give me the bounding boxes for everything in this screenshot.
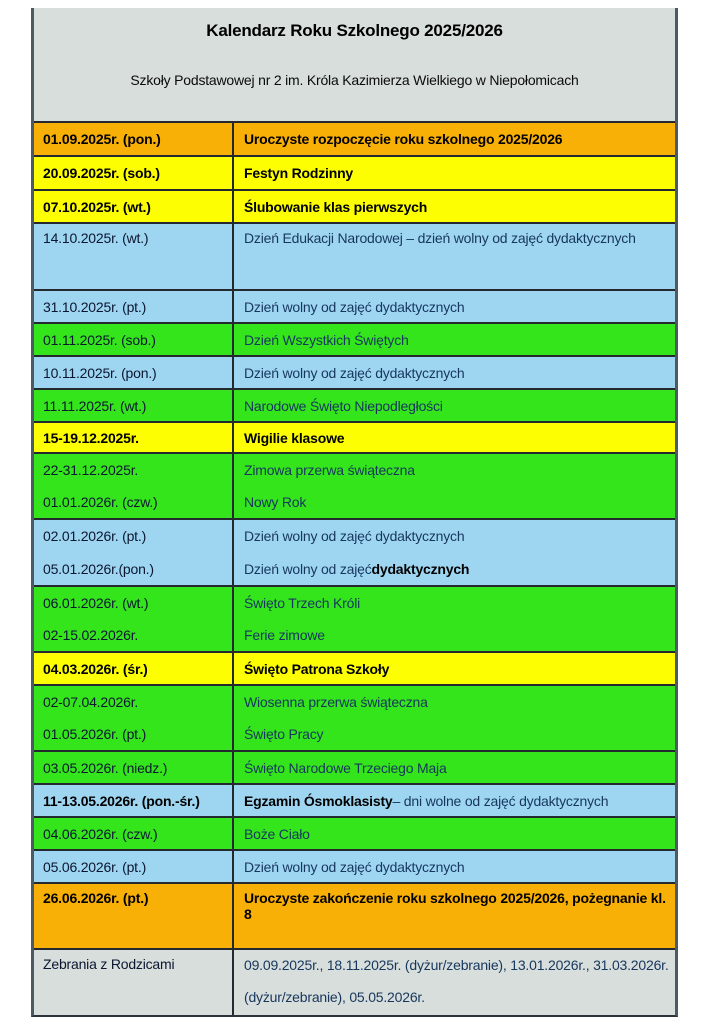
event-text: Święto Narodowe Trzeciego Maja bbox=[244, 759, 447, 776]
date-line bbox=[43, 587, 232, 619]
date-line bbox=[43, 390, 232, 421]
event-text: Ślubowanie klas pierwszych bbox=[244, 198, 428, 215]
date-line bbox=[43, 157, 232, 189]
date-text: 06.01.2026r. (wt.) bbox=[43, 595, 149, 611]
table-row bbox=[34, 651, 675, 684]
date-line bbox=[43, 423, 232, 452]
table-row bbox=[34, 421, 675, 452]
date-text: 15-19.12.2025r. bbox=[43, 429, 139, 446]
date-text: 01.09.2025r. (pon.) bbox=[43, 131, 161, 147]
event-line bbox=[244, 324, 669, 355]
date-line bbox=[43, 123, 232, 155]
event-text: Dzień wolny od zajęć dydaktycznych bbox=[244, 528, 465, 545]
event-text: Dzień wolny od zajęć bbox=[244, 560, 372, 577]
table-row bbox=[34, 452, 675, 518]
event-text: dydaktycznych bbox=[371, 560, 470, 577]
date-text: 05.06.2026r. (pt.) bbox=[43, 858, 147, 875]
date-cell bbox=[34, 123, 232, 155]
table-row bbox=[34, 585, 675, 651]
calendar-header bbox=[34, 8, 675, 121]
event-cell bbox=[232, 950, 675, 1015]
date-cell bbox=[34, 157, 232, 189]
date-line bbox=[43, 191, 232, 222]
event-text: – dni wolne od zajęć dydaktycznych bbox=[392, 792, 609, 809]
table-row bbox=[34, 355, 675, 388]
date-line bbox=[43, 950, 232, 1015]
date-text: 20.09.2025r. (sob.) bbox=[43, 165, 160, 181]
table-row bbox=[34, 155, 675, 189]
event-text: Ferie zimowe bbox=[244, 627, 325, 643]
event-line bbox=[244, 390, 669, 421]
table-row bbox=[34, 518, 675, 585]
event-text: Uroczyste rozpoczęcie roku szkolnego 2025/2026 bbox=[244, 131, 563, 147]
event-line bbox=[244, 123, 669, 155]
date-line bbox=[43, 291, 232, 322]
event-line bbox=[244, 157, 669, 189]
event-cell bbox=[232, 423, 675, 452]
date-text: 04.03.2026r. (śr.) bbox=[43, 660, 148, 677]
date-line bbox=[43, 520, 232, 553]
date-line bbox=[43, 851, 232, 882]
event-cell bbox=[232, 454, 675, 518]
event-line bbox=[244, 357, 669, 388]
event-line bbox=[244, 619, 669, 651]
table-row bbox=[34, 189, 675, 222]
event-line bbox=[244, 785, 669, 816]
event-cell bbox=[232, 587, 675, 651]
event-text: Uroczyste zakończenie roku szkolnego 2025/2026, pożegnanie kl. 8 bbox=[244, 890, 666, 922]
date-text: 22-31.12.2025r. bbox=[43, 462, 139, 478]
date-text: 02-15.02.2026r. bbox=[43, 627, 139, 643]
event-line bbox=[244, 423, 669, 452]
event-line bbox=[244, 520, 669, 553]
date-cell bbox=[34, 423, 232, 452]
date-cell bbox=[34, 191, 232, 222]
date-line bbox=[43, 357, 232, 388]
event-cell bbox=[232, 752, 675, 783]
event-text: 09.09.2025r., 18.11.2025r. (dyżur/zebranie), 13.01.2026r., 31.03.2026r. (dyżur/zebranie), 05.05.2026r. bbox=[244, 957, 669, 1005]
event-line bbox=[244, 191, 669, 222]
date-text: 02.01.2026r. (pt.) bbox=[43, 528, 147, 545]
event-text: Dzień wolny od zajęć dydaktycznych bbox=[244, 858, 465, 875]
event-text: Wiosenna przerwa świąteczna bbox=[244, 694, 428, 710]
event-line bbox=[244, 454, 669, 486]
date-text: 05.01.2026r.(pon.) bbox=[43, 560, 154, 577]
event-text: Dzień wolny od zajęć dydaktycznych bbox=[244, 364, 465, 381]
event-cell bbox=[232, 686, 675, 750]
date-cell bbox=[34, 686, 232, 750]
date-line bbox=[43, 553, 232, 586]
event-cell bbox=[232, 851, 675, 882]
event-cell bbox=[232, 785, 675, 816]
date-cell bbox=[34, 587, 232, 651]
date-line bbox=[43, 818, 232, 849]
table-row bbox=[34, 121, 675, 155]
event-line bbox=[244, 718, 669, 750]
date-cell bbox=[34, 324, 232, 355]
table-row bbox=[34, 289, 675, 322]
event-cell bbox=[232, 224, 675, 289]
event-line bbox=[244, 553, 669, 586]
event-cell bbox=[232, 520, 675, 585]
event-text: Boże Ciało bbox=[244, 825, 310, 842]
event-line bbox=[244, 486, 669, 518]
date-cell bbox=[34, 653, 232, 684]
event-line bbox=[244, 851, 669, 882]
event-line bbox=[244, 884, 669, 948]
date-cell bbox=[34, 390, 232, 421]
date-line bbox=[43, 884, 232, 948]
date-line bbox=[43, 486, 232, 518]
date-cell bbox=[34, 454, 232, 518]
event-text: Święto Trzech Króli bbox=[244, 595, 361, 611]
table-row bbox=[34, 684, 675, 750]
event-cell bbox=[232, 123, 675, 155]
event-cell bbox=[232, 884, 675, 948]
date-text: 01.01.2026r. (czw.) bbox=[43, 494, 158, 510]
event-text: Dzień Edukacji Narodowej – dzień wolny od zajęć dydaktycznych bbox=[244, 230, 636, 246]
date-text: 10.11.2025r. (pon.) bbox=[43, 364, 157, 381]
date-line bbox=[43, 224, 232, 289]
date-line bbox=[43, 718, 232, 750]
event-line bbox=[244, 950, 669, 1015]
date-line bbox=[43, 686, 232, 718]
date-text: Zebrania z Rodzicami bbox=[43, 956, 175, 972]
event-line bbox=[244, 224, 669, 289]
date-line bbox=[43, 653, 232, 684]
event-cell bbox=[232, 157, 675, 189]
event-line bbox=[244, 686, 669, 718]
table-row bbox=[34, 222, 675, 289]
date-cell bbox=[34, 851, 232, 882]
page-subtitle: Szkoły Podstawowej nr 2 im. Króla Kazimierza Wielkiego w Niepołomicach bbox=[130, 72, 579, 88]
date-line bbox=[43, 324, 232, 355]
date-cell bbox=[34, 884, 232, 948]
page-title: Kalendarz Roku Szkolnego 2025/2026 bbox=[206, 21, 503, 40]
event-line bbox=[244, 653, 669, 684]
event-line bbox=[244, 291, 669, 322]
table-row bbox=[34, 783, 675, 816]
table-row bbox=[34, 750, 675, 783]
date-text: 01.05.2026r. (pt.) bbox=[43, 726, 147, 742]
event-cell bbox=[232, 357, 675, 388]
table-row bbox=[34, 322, 675, 355]
date-line bbox=[43, 752, 232, 783]
date-cell bbox=[34, 291, 232, 322]
date-text: 04.06.2026r. (czw.) bbox=[43, 825, 158, 842]
event-text: Święto Patrona Szkoły bbox=[244, 660, 390, 677]
calendar-table bbox=[31, 8, 678, 1017]
date-text: 11.11.2025r. (wt.) bbox=[43, 397, 147, 414]
event-text: Narodowe Święto Niepodległości bbox=[244, 397, 443, 414]
table-row bbox=[34, 948, 675, 1015]
event-line bbox=[244, 818, 669, 849]
event-cell bbox=[232, 653, 675, 684]
date-text: 03.05.2026r. (niedz.) bbox=[43, 759, 168, 776]
date-cell bbox=[34, 224, 232, 289]
date-cell bbox=[34, 950, 232, 1015]
event-text: Święto Pracy bbox=[244, 726, 324, 742]
date-cell bbox=[34, 785, 232, 816]
event-text: Egzamin Ósmoklasisty bbox=[244, 792, 393, 809]
table-row bbox=[34, 882, 675, 948]
date-cell bbox=[34, 357, 232, 388]
event-cell bbox=[232, 390, 675, 421]
date-text: 07.10.2025r. (wt.) bbox=[43, 198, 151, 215]
table-row bbox=[34, 849, 675, 882]
table-row bbox=[34, 816, 675, 849]
date-line bbox=[43, 454, 232, 486]
event-line bbox=[244, 752, 669, 783]
event-cell bbox=[232, 291, 675, 322]
date-text: 14.10.2025r. (wt.) bbox=[43, 230, 149, 246]
date-line bbox=[43, 785, 232, 816]
event-text: Dzień Wszystkich Świętych bbox=[244, 331, 409, 348]
event-text: Wigilie klasowe bbox=[244, 429, 345, 446]
event-text: Dzień wolny od zajęć dydaktycznych bbox=[244, 298, 465, 315]
event-text: Festyn Rodzinny bbox=[244, 165, 354, 181]
date-text: 26.06.2026r. (pt.) bbox=[43, 890, 149, 906]
date-cell bbox=[34, 818, 232, 849]
event-text: Zimowa przerwa świąteczna bbox=[244, 462, 415, 478]
event-cell bbox=[232, 191, 675, 222]
date-line bbox=[43, 619, 232, 651]
date-text: 31.10.2025r. (pt.) bbox=[43, 298, 147, 315]
date-text: 01.11.2025r. (sob.) bbox=[43, 331, 156, 348]
date-text: 02-07.04.2026r. bbox=[43, 694, 139, 710]
calendar-rows bbox=[34, 121, 675, 1015]
table-row bbox=[34, 388, 675, 421]
date-cell bbox=[34, 752, 232, 783]
event-cell bbox=[232, 324, 675, 355]
event-cell bbox=[232, 818, 675, 849]
event-line bbox=[244, 587, 669, 619]
date-text: 11-13.05.2026r. (pon.-śr.) bbox=[43, 792, 200, 809]
date-cell bbox=[34, 520, 232, 585]
event-text: Nowy Rok bbox=[244, 494, 307, 510]
